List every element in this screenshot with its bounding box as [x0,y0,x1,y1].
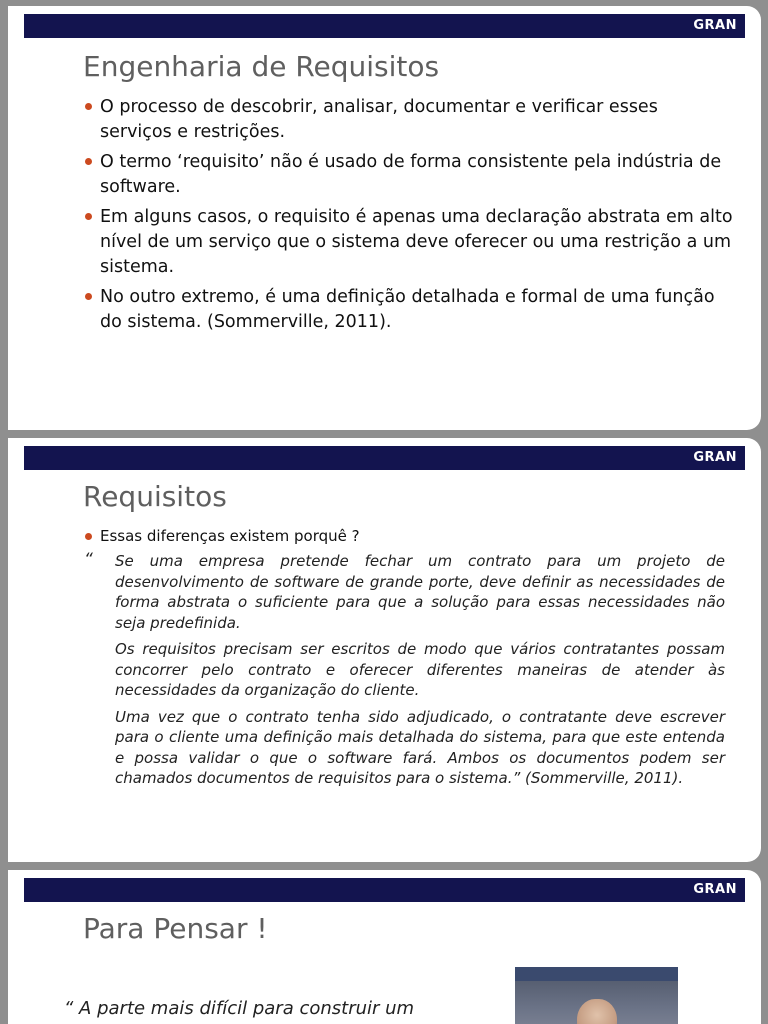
bullet-icon [85,213,92,220]
quote-paragraph: Uma vez que o contrato tenha sido adjudicado, o contratante deve escrever para o cliente uma definição mais detalhada do sistema, para que este entenda e possa validar o que o software fará. Ambos os documentos podem ser chamados documentos de requisitos para o sistema.” (Sommerville, 2011). [115,707,725,787]
bullet-list [83,95,733,340]
bullet-text: Em alguns casos, o requisito é apenas uma declaração abstrata em alto nível de um serviço que o sistema deve oferecer ou uma restrição a um sistema. [100,207,733,277]
speaker-person [577,999,617,1024]
slide-2 [8,438,761,862]
slide-title: Requisitos [83,480,227,513]
bullet-icon [85,158,92,165]
gran-logo: GRAN [693,18,737,33]
photo-banner [515,967,678,981]
slide-1 [8,6,761,430]
bullet-text: O termo ‘requisito’ não é usado de forma consistente pela indústria de software. [100,152,722,197]
header-band [24,878,745,902]
bullet-item [83,95,733,145]
bullet-text: No outro extremo, é uma definição detalhada e formal de uma função do sistema. (Sommerville, 2011). [100,287,715,332]
bullet-icon [85,533,92,540]
header-band [24,446,745,470]
quote-mark: “ [84,550,93,570]
quote-block [115,551,725,795]
gran-logo: GRAN [693,882,737,897]
bullet-item [83,526,733,547]
header-band [24,14,745,38]
bullet-list [83,526,733,552]
gran-logo: GRAN [693,450,737,465]
slide-title: Engenharia de Requisitos [83,50,440,83]
speaker-photo [515,967,678,1024]
bullet-item [83,150,733,200]
slide-title: Para Pensar ! [83,912,268,945]
bullet-text: Essas diferenças existem porquê ? [100,527,360,545]
quote-text: “ A parte mais difícil para construir um [64,998,415,1019]
quote-paragraph: Se uma empresa pretende fechar um contrato para um projeto de desenvolvimento de software de grande porte, deve definir as necessidades de forma abstrata o suficiente para que a solução para essas necessidades não seja predefinida. [115,552,725,632]
bullet-icon [85,103,92,110]
bullet-text: O processo de descobrir, analisar, documentar e verificar esses serviços e restrições. [100,97,658,142]
bullet-item [83,285,733,335]
quote-paragraph: Os requisitos precisam ser escritos de modo que vários contratantes possam concorrer pelo contrato e oferecer diferentes maneiras de atender às necessidades da organização do cliente. [115,640,725,699]
bullet-icon [85,293,92,300]
bullet-item [83,205,733,280]
slide-3 [8,870,761,1024]
